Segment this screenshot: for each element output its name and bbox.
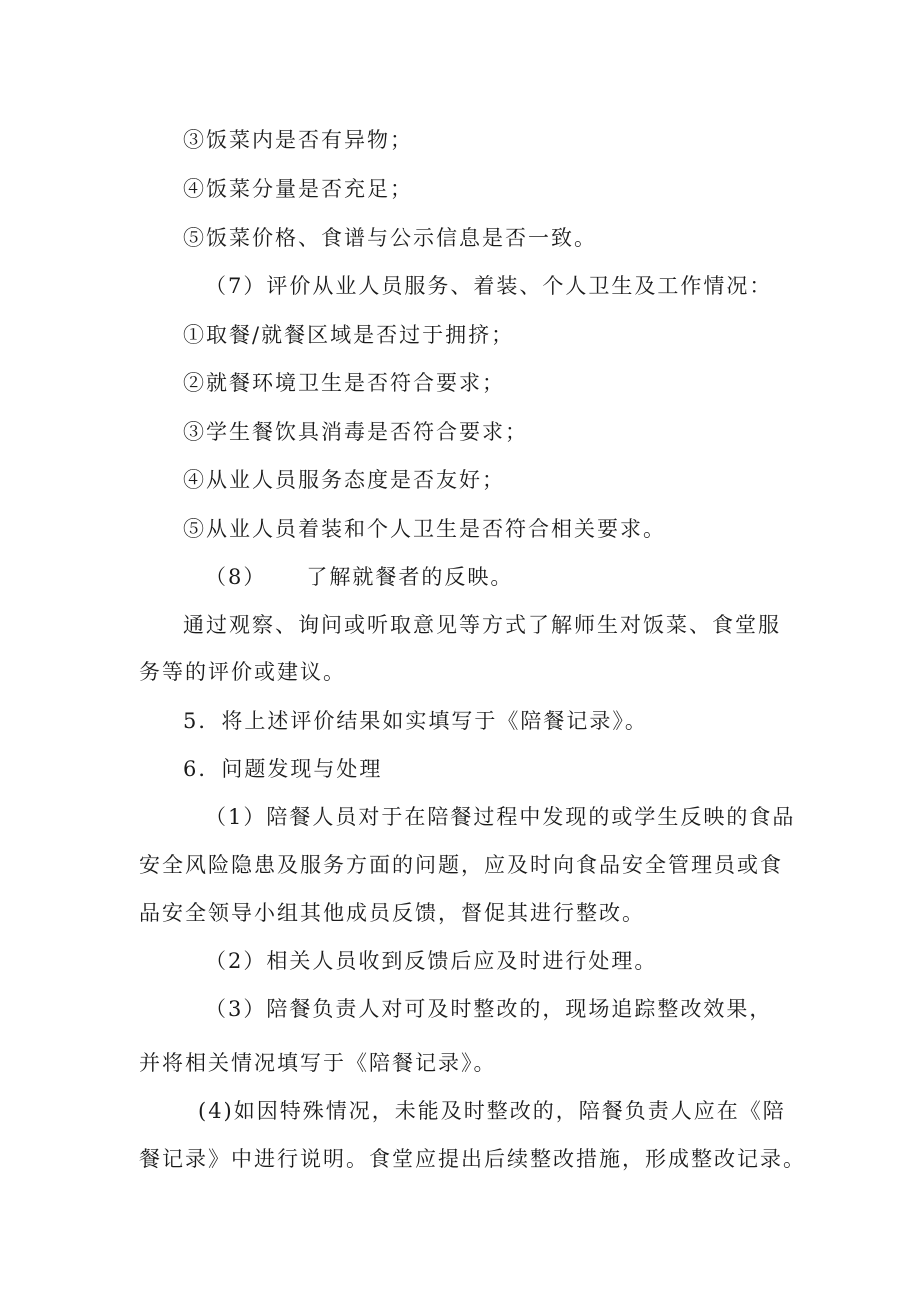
- paragraph-line: （1）陪餐人员对于在陪餐过程中发现的或学生反映的食品: [205, 805, 796, 829]
- paragraph-line: 品安全领导小组其他成员反馈，督促其进行整改。: [139, 901, 645, 925]
- numbered-item: 5．将上述评价结果如实填写于《陪餐记录》。: [183, 709, 648, 733]
- section-number: （8）: [205, 565, 267, 589]
- section-title: 了解就餐者的反映。: [306, 565, 514, 589]
- paragraph-line: ④饭菜分量是否充足；: [183, 177, 413, 201]
- paragraph-line: ④从业人员服务态度是否友好；: [183, 468, 505, 492]
- paragraph-line: （3）陪餐负责人对可及时整改的，现场追踪整改效果，: [205, 997, 773, 1021]
- paragraph-line: 并将相关情况填写于《陪餐记录》。: [139, 1051, 497, 1075]
- paragraph-line: ②就餐环境卫生是否符合要求；: [183, 371, 505, 395]
- paragraph-line: 通过观察、询问或听取意见等方式了解师生对饭菜、食堂服: [183, 613, 781, 637]
- paragraph-line: ③饭菜内是否有异物；: [183, 128, 413, 152]
- paragraph-line: (4)如因特殊情况，未能及时整改的，陪餐负责人应在《陪: [198, 1099, 786, 1123]
- paragraph-line: （2）相关人员收到反馈后应及时进行处理。: [205, 949, 658, 973]
- numbered-item: 6．问题发现与处理: [183, 757, 383, 781]
- paragraph-line: ⑤饭菜价格、食谱与公示信息是否一致。: [183, 226, 597, 250]
- paragraph-line: ①取餐/就餐区域是否过于拥挤；: [183, 323, 515, 347]
- section-heading: （7）评价从业人员服务、着装、个人卫生及工作情况：: [205, 274, 773, 298]
- paragraph-line: ③学生餐饮具消毒是否符合要求；: [183, 420, 528, 444]
- paragraph-line: 安全风险隐患及服务方面的问题，应及时向食品安全管理员或食: [139, 853, 783, 877]
- section-heading: [205, 562, 513, 592]
- paragraph-line: ⑤从业人员着装和个人卫生是否符合相关要求。: [183, 517, 666, 541]
- paragraph-line: 务等的评价或建议。: [139, 660, 346, 684]
- paragraph-line: 餐记录》中进行说明。食堂应提出后续整改措施，形成整改记录。: [139, 1147, 806, 1171]
